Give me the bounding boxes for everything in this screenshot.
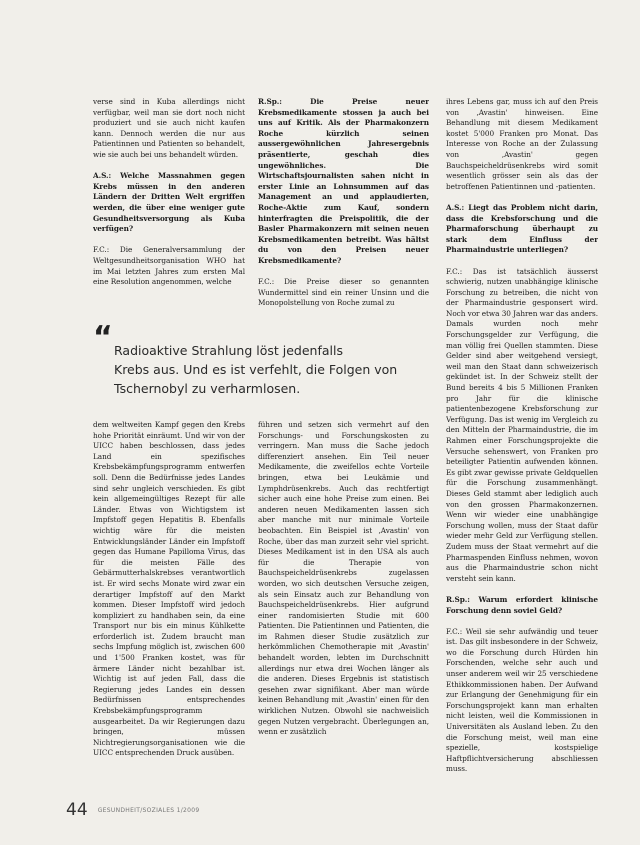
column-2-bottom [258, 420, 429, 805]
interview-question: R.Sp.: Warum erfordert klinische Forschung denn soviel Geld? [446, 594, 598, 615]
pull-quote-line: Tschernobyl zu verharmlosen. [114, 381, 301, 396]
body-paragraph: führen und setzen sich vermehrt auf den Forschungs- und Forschungskosten zu verringern. Man muss die Sache jedoch differenziert ansehen. Ein Teil neuer Medikamente, die zweifellos echte Vorteile bringen, etwa bei Leukämie und Lymphdrüsenkrebs. Auch das rechtfertigt sicher auch eine hohe Preise zum einen. Bei anderen neuen Medikamenten lassen sich aber manche mit nur minimale Vorteile beobachten. Ein Beispiel ist ‚Avastin' von Roche, über das man zurzeit sehr viel spricht. Dieses Medikament ist in den USA als auch für die Therapie von Bauchspeicheldrüsenkrebs zugelassen worden, wo sich deutschen Versuche zeigen, als sein Einsatz auch zur Behandlung von Bauchspeicheldrüsenkrebs. Hier aufgrund einer randomisierten Studie mit 600 Patienten. Die Patientinnen und Patienten, die im Rahmen dieser Studie zusätzlich zur herkömmlichen Chemotherapie mit ‚Avastin' behandelt worden, lebten im Durchschnitt allerdings nur etwa drei Wochen länger als die anderen. Dieses Ergebnis ist statistisch gesehen zwar signifikant. Aber man würde keinen Behandlung mit ‚Avastin' einen für den wirklichen Nutzen. Obwohl sie nachweislich gegen Nutzen vergebracht. Überlegungen an, wenn er zusätzlich [258, 420, 429, 737]
pull-quote-line: Radioaktive Strahlung löst jedenfalls [114, 343, 343, 358]
pull-quote-line: Krebs aus. Und es ist verfehlt, die Folgen von [114, 362, 398, 377]
quote-mark-icon: “ [93, 320, 113, 355]
pull-quote [93, 320, 433, 413]
interview-question: A.S.: Liegt das Problem nicht darin, dass die Krebsforschung und die Pharmaforschung überhaupt zu stark dem Einfluss der Pharmaindustrie unterliegen? [446, 202, 598, 255]
body-paragraph: F.C.: Das ist tatsächlich äusserst schwierig, nutzen unabhängige klinische Forschung zu betreiben, die nicht von der Pharmaindustrie gesponsert wird. Noch vor etwa 30 Jahren war das anders. Damals wurden noch mehr Forschungsgelder zur Verfügung, die man völlig frei Quellen stammten. Diese Gelder sind aber weitgehend versiegt, weil man den Staat dann schweizerisch gekündet ist. In der Schweiz stellt der Bund bereits 4 bis 5 Millionen Franken pro Jahr für die klinische patientenbezogene Krebsforschung zur Verfügung. Das ist wenig im Vergleich zu den Mitteln der Pharmaindustrie, die im Rahmen einer Forschungsprojekte die Versuche sehenswert, von Franken pro beteiligter Patientin aufwenden können. Es gibt zwar gewisse private Geldquellen für die Forschung zusammenhängt. Dieses Geld stammt aber lediglich auch von den grossen Pharmakonzernen. Wenn wir wieder eine unabhängige Forschung wollen, muss der Staat dafür wieder mehr Geld zur Verfügung stellen. Zudem muss der Staat vermehrt auf die Pharmaspenden Einfluss nehmen, wovon aus die Pharmaindustrie schon nicht versteht sein kann. [446, 266, 598, 583]
column-1-bottom [93, 420, 245, 805]
interview-question: R.Sp.: Die Preise neuer Krebsmedikamente stossen ja auch bei uns auf Kritik. Als der Pharmakonzern Roche kürzlich seinen aussergewöhnlichen Jahresergebnis präsentierte, geschah dies ungewöhnliches. Die Wirtschaftsjournalisten sahen nicht in erster Linie an Lohnsummen auf das Management an und applaudierten, Roche-Aktie zum Kauf, sondern hinterfragten die Preispolitik, die der Basler Pharmakonzern mit seinen neuen Krebsmedikamenten betreibt. Was hältst du von den Preisen neuer Krebsmedikamente? [258, 97, 429, 265]
body-paragraph: F.C.: Die Generalversammlung der Weltgesundheitsorganisation WHO hat im Mai letzten Jahres zum ersten Mal eine Resolution angenommen, welche [93, 245, 245, 287]
body-paragraph: dem weltweiten Kampf gegen den Krebs hohe Priorität einräumt. Und wir von der UICC haben beschlossen, dass jedes Land ein spezifisches Krebsbekämpfungsprogramm entwerfen soll. Denn die Bedürfnisse jedes Landes sind sehr ungleich verschieden. Es gibt kein allgemeingültiges Rezept für alle Länder. Etwas von Wichtigstem ist Impfstoff gegen Hepatitis B. Ebenfalls wichtig wäre für die meisten Entwicklungsländer Länder ein Impfstoff gegen das Humane Papilloma Virus, das für die meisten Fälle des Gebärmutterhalskrebses verantwortlich ist. Er wird sechs Monate wird zwar ein derartiger Impfstoff auf den Markt kommen. Dieser Impfstoff wird jedoch kompliziert zu handhaben sein, da eine Transport nur bis ein minus Kühlkette erforderlich ist. Zudem braucht man sechs Impfung möglich ist, zwischen 600 und 1'500 Franken kostet, was für ärmere Länder nicht bezahlbar ist. Wichtig ist auf jeden Fall, dass die Regierung jedes Landes ein dessen Bedürfnissen entsprechendes Krebsbekämpfungsprogramm ausgearbeitet. Da wir Regierungen dazu bringen, müssen Nichtregierungsorganisationen wie die UICC entsprechenden Druck ausüben. [93, 420, 245, 758]
column-1-top [93, 97, 245, 311]
body-paragraph: ihres Lebens gar, muss ich auf den Preis von ‚Avastin' hinweisen. Eine Behandlung mit diesem Medikament kostet 5'000 Franken pro Monat. Das Interesse von Roche an der Zulassung von ‚Avastin' gegen Bauchspeicheldrüsenkrebs wird somit wesentlich grösser sein als das der betroffenen Patientinnen und -patienten. [446, 97, 598, 191]
body-paragraph: F.C.: Die Preise dieser so genannten Wundermittel sind ein reiner Unsinn und die Monopolstellung von Roche zumal zu [258, 277, 429, 308]
pull-quote-text [114, 341, 432, 398]
column-2-top [258, 97, 429, 311]
column-3 [446, 97, 598, 800]
footer-source: GESUNDHEIT/SOZIALES 1/2009 [97, 807, 200, 814]
page-footer [66, 800, 200, 820]
page-number: 44 [66, 800, 88, 820]
body-paragraph: verse sind in Kuba allerdings nicht verfügbar, weil man sie dort noch nicht produziert und sie auch nicht kaufen kann. Dennoch werden die nur aus Patientinnen und Patienten so behandelt, wie sie auch bei uns behandelt würden. [93, 97, 245, 159]
body-paragraph: F.C.: Weil sie sehr aufwändig und teuer ist. Das gilt insbesondere in der Schweiz, wo die Forschung durch Hürden hin Forschenden, welche sehr auch und unser anderem weil wir 25 verschiedene Ethikkommissionen haben. Der Aufwand zur Erlangung der Genehmigung für ein Forschungsprojekt kann man erhalten nicht leisten, weil die Kommissionen in Universitäten als Ausland leben. Zu den die Forschung meist, weil man eine spezielle, kostspielige Haftpflichtversicherung abschliessen muss. [446, 626, 598, 774]
interview-question: A.S.: Welche Massnahmen gegen Krebs müssen in den anderen Ländern der Dritten Welt ergriffen werden, die über eine weniger gute Gesundheitsversorgung als Kuba verfügen? [93, 171, 245, 234]
